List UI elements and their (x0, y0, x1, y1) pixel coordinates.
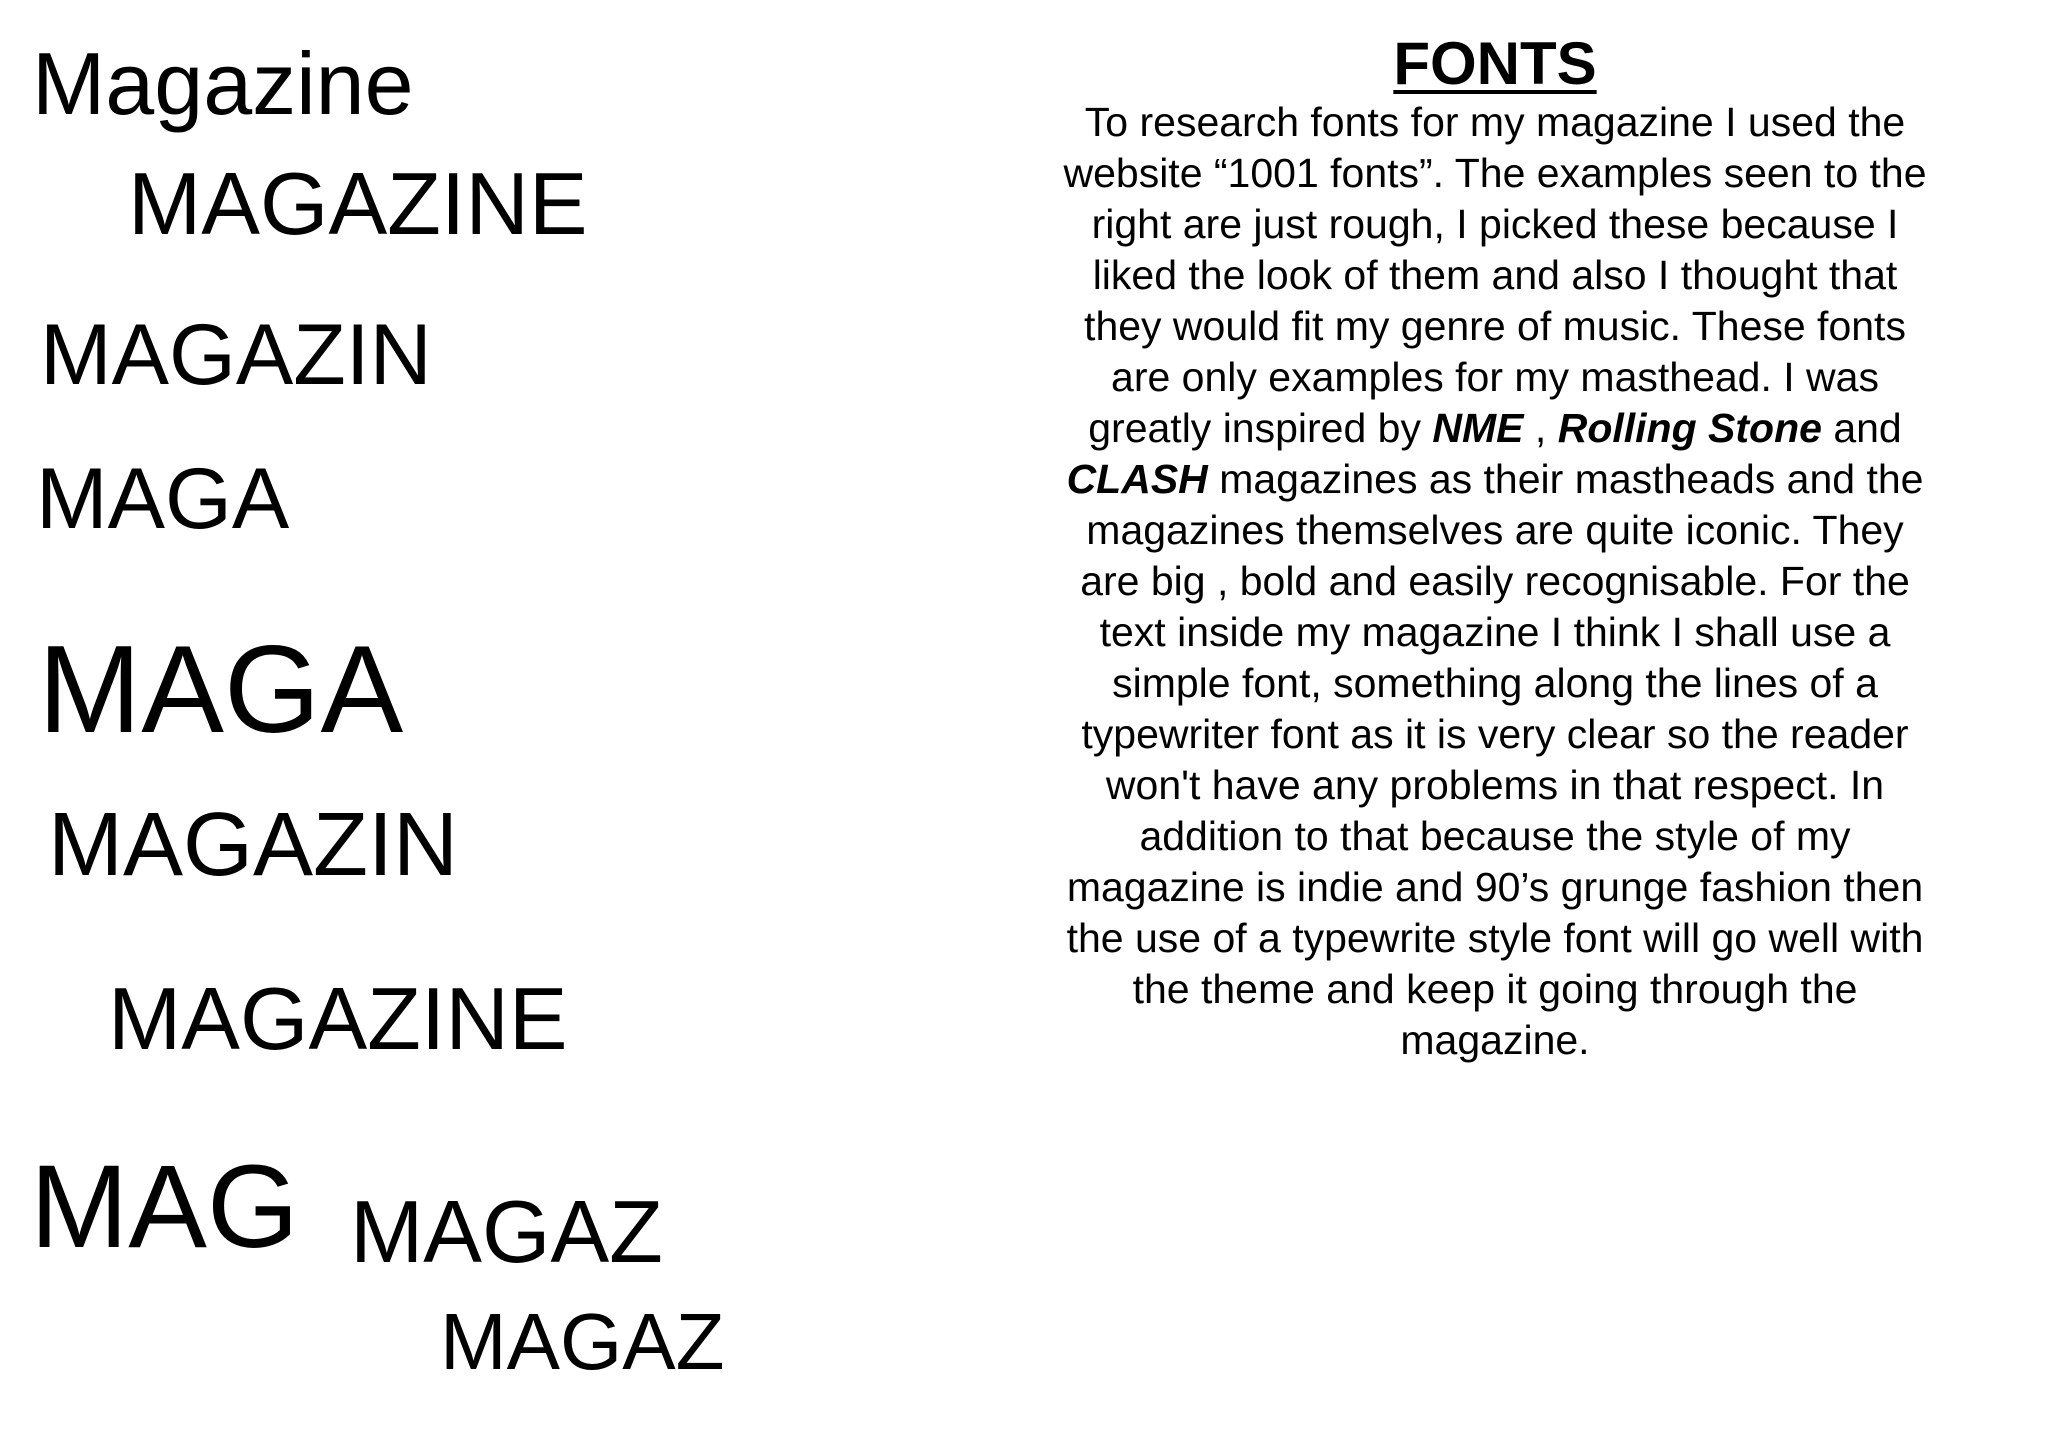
body-separator: , (1534, 405, 1547, 452)
body-intro: To research fonts for my magazine I used the website “1001 fonts”. The examples seen to the right are just rough, I picked these because I liked the look of them and also I thought that they would fit my genre of music. These fonts are only examples for my masthead. I was greatly inspired by (1063, 99, 1927, 452)
font-sample-1: Magazine (32, 34, 414, 133)
fonts-description (1060, 30, 1930, 1066)
font-sample-3: MAGAZIN (40, 307, 432, 403)
font-sample-5: MAGA (38, 621, 404, 759)
font-sample-6: MAGAZIN (48, 795, 459, 895)
magazine-name-rolling-stone: Rolling Stone (1557, 405, 1822, 452)
font-sample-clipped (440, 1297, 725, 1386)
magazine-name-nme: NME (1432, 405, 1524, 452)
page-title: FONTS (1393, 30, 1597, 97)
font-sample-7: MAGAZINE (108, 969, 568, 1068)
font-sample-9: MAGAZ (350, 1182, 663, 1281)
font-sample-8: MAG (30, 1141, 299, 1273)
magazine-name-clash: CLASH (1066, 456, 1208, 503)
font-sample-4: MAGA (36, 451, 290, 547)
body-rest: magazines as their mastheads and the magazines themselves are quite iconic. They are big , bold and easily recognisable. For the text inside my magazine I think I shall use a simple font, something along the lines of a typewriter font as it is very clear so the reader won't have any problems in that respect. In addition to that because the style of my magazine is indie and 90’s grunge fashion then the use of a typewrite style font will go well with the theme and keep it going through the magazine. (1066, 456, 1924, 1064)
body-paragraph (1060, 97, 1930, 1066)
font-sample-2: MAGAZINE (128, 154, 588, 253)
body-separator-and: and (1833, 405, 1902, 452)
font-sample-10: MAGAZ (440, 1297, 725, 1386)
